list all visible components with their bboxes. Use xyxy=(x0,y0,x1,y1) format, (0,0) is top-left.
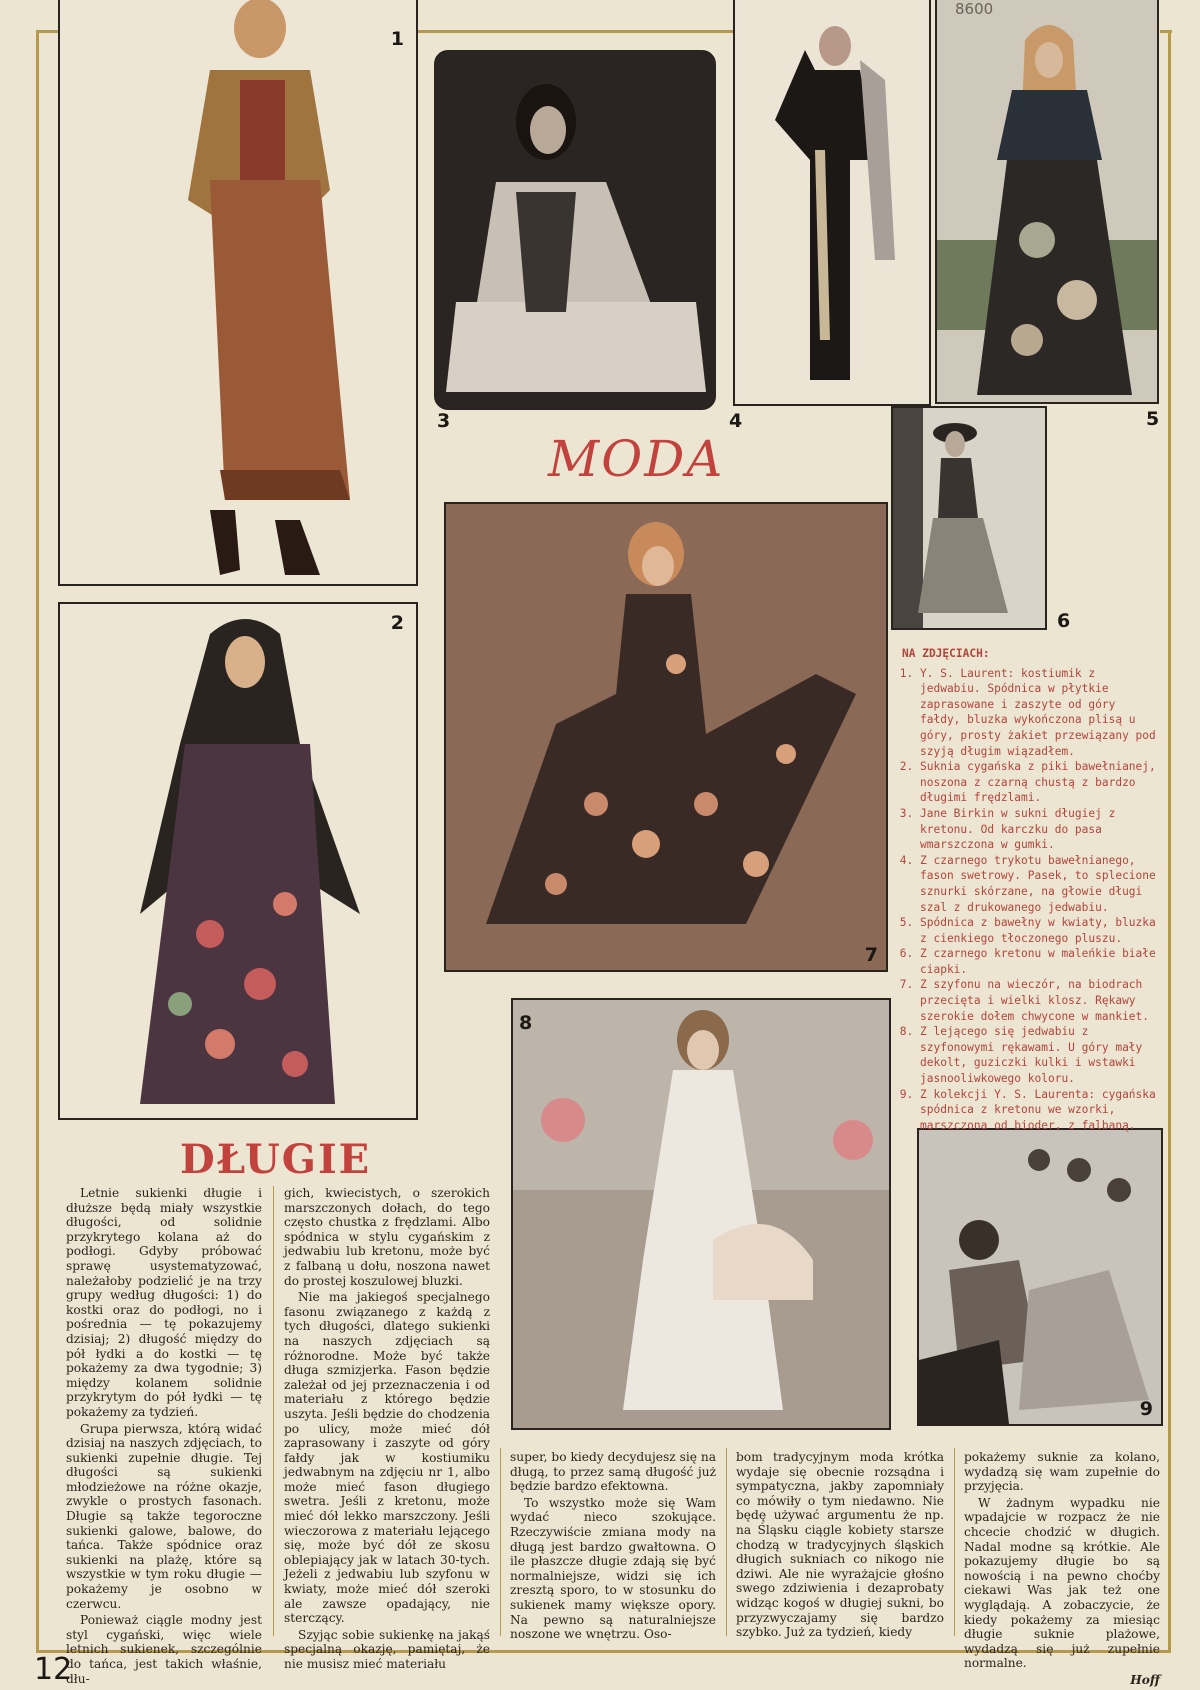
frame-left xyxy=(36,30,39,1652)
photo-2 xyxy=(58,602,418,1120)
paragraph: Ponieważ ciągle modny jest styl cygański, więc wiele letnich sukienek, szczególnie do tańca, jest takich właśnie, dłu- xyxy=(66,1613,262,1686)
paragraph: Grupa pierwsza, którą widać dzisiaj na naszych zdjęciach, to sukienki zupełnie długie. Tej długości są sukienki młodzieżowe na różne okazje, zwykle o prostych fasonach. Długie są także tegoroczne sukienki galowe, balowe, do tańca. Także spódnice oraz sukienki na plażę, które są wszystkie w tym roku długie — pokażemy je osobno w czerwcu. xyxy=(66,1421,262,1611)
column-divider xyxy=(726,1448,727,1636)
woman-street-figure xyxy=(893,408,1045,628)
photo-6-number: 6 xyxy=(1057,610,1071,632)
caption-item: 6. Z czarnego kretonu w maleńkie białe ciapki. xyxy=(920,946,1160,977)
paragraph: Szyjąc sobie sukienkę na jakąś specjalną okazję, pamiętaj, że nie musisz mieć materiału xyxy=(284,1627,490,1671)
paragraph: To wszystko może się Wam wydać nieco szokujące. Rzeczywiście zmiana mody na długą jest bardzo gwałtowna. O ile płaszcze długie zdają się być normalniejsze, widzi się ich zresztą sporo, to w stosunku do sukienek mamy większe opory. Na pewno są naturalniejsze noszone we wnętrzu. Oso- xyxy=(510,1495,716,1642)
frame-right xyxy=(1168,30,1171,1652)
woman-in-black-knit-figure xyxy=(735,0,929,404)
frame-top-right xyxy=(415,30,733,33)
frame-top-left xyxy=(36,30,60,33)
page-number: 12 xyxy=(34,1652,73,1687)
paragraph: gich, kwiecistych, o szerokich marszczonych dołach, do tego często chustka z frędzlami. Albo spódnica w stylu cygańskim z jedwabiu lub kretonu, może być z falbaną u dołu, noszona nawet do prostej koszulowej bluzki. xyxy=(284,1186,490,1288)
photo-captions xyxy=(902,646,1160,1133)
photo-8 xyxy=(511,998,891,1430)
dancing-crowd-figure xyxy=(919,1130,1161,1424)
seated-woman-figure xyxy=(436,52,714,408)
article-column-2 xyxy=(284,1186,490,1674)
paragraph: super, bo kiedy decydujesz się na długą, to przez samą długość już będzie bardzo efektowna. xyxy=(510,1450,716,1494)
photo-7 xyxy=(444,502,888,972)
caption-item: 3. Jane Birkin w sukni długiej z kretonu. Od karczku do pasa wmarszczona w gumki. xyxy=(920,806,1160,853)
caption-item: 5. Spódnica z bawełny w kwiaty, bluzka z cienkiego tłoczonego pluszu. xyxy=(920,915,1160,946)
photo-3 xyxy=(434,50,716,410)
paragraph: bom tradycyjnym moda krótka wydaje się obecnie rozsądna i sympatyczna, jakby zapomniały co mówiły o tym niedawno. Nie będę używać argumentu że np. na Śląsku ciągle kobiety starsze chodzą w tradycyjnych śląskich długich sukniach co nikogo nie dziwi. Ale nie wyrażajcie głośno swego zdziwienia i dezaprobaty widząc kogoś w długiej sukni, bo przyzwyczajamy się bardzo szybko. Już za tydzień, kiedy xyxy=(736,1450,944,1640)
photo-5-number: 5 xyxy=(1146,408,1160,430)
photo-4 xyxy=(733,0,931,406)
paragraph: W żadnym wypadku nie wpadajcie w rozpacz że nie chcecie chodzić w długich. Nadal modne są krótkie. Ale pokazujemy długie bo są nowością i na pewno choćby ciekawi Was jak też one wyglądają. A zobaczycie, że kiedy pokażemy za miesiąc długie suknie plażowe, wydadzą się już zupełnie normalne. xyxy=(964,1495,1160,1671)
article-column-3 xyxy=(510,1450,716,1644)
photo-7-number: 7 xyxy=(864,944,878,966)
photo-5 xyxy=(935,0,1159,404)
caption-item: 1. Y. S. Laurent: kostiumik z jedwabiu. Spódnica w płytkie zaprasowane i zaszyte od góry fałdy, bluzka wykończona plisą u góry, prosty żakiet przewiązany pod szyją długim wiązadłem. xyxy=(920,666,1160,760)
woman-chiffon-dress-figure xyxy=(446,504,886,970)
article-title: DŁUGIE xyxy=(180,1136,372,1183)
photo-9-number: 9 xyxy=(1139,1398,1153,1420)
photo-8-number: 8 xyxy=(519,1012,533,1034)
column-divider xyxy=(954,1448,955,1636)
sign-text: 8600 xyxy=(955,0,994,18)
column-divider xyxy=(273,1186,274,1636)
caption-item: 9. Z kolekcji Y. S. Laurenta: cygańska spódnica z kretonu we wzorki, marszczona od bioder, z falbaną. xyxy=(920,1087,1160,1134)
caption-item: 7. Z szyfonu na wieczór, na biodrach przecięta i wielki klosz. Rękawy szerokie dołem chwycone w mankiet. xyxy=(920,977,1160,1024)
caption-item: 2. Suknia cygańska z piki bawełnianej, noszona z czarną chustą z bardzo długimi frędzlami. xyxy=(920,759,1160,806)
photo-9 xyxy=(917,1128,1163,1426)
article-column-4 xyxy=(736,1450,944,1642)
woman-white-dress-figure xyxy=(513,1000,889,1428)
woman-floral-skirt-figure xyxy=(937,0,1157,402)
photo-4-number: 4 xyxy=(729,410,743,432)
woman-in-suit-figure xyxy=(60,0,416,584)
paragraph: Nie ma jakiegoś specjalnego fasonu związanego z każdą z tych długości, dlatego sukienki na naszych zdjęciach są różnorodne. Może być także długa szmizjerka. Fason będzie zależał od jej przeznaczenia i od materiału z którego będzie uszyta. Jeśli będzie do chodzenia po ulicy, może mieć dół zaprasowany i zaszyte od góry fałdy jak w kostiumiku jedwabnym na zdjęciu nr 1, albo może mieć fason długiego swetra. Jeśli z kretonu, może mieć dół lekko marszczony. Jeśli wieczorowa z materiału lejącego się, może być dół ze skosu oblepiający jak w latach 30-tych. Jeżeli z jedwabiu lub szyfonu w kwiaty, może mieć dół szeroki ale zawsze opadający, nie sterczący. xyxy=(284,1290,490,1626)
column-divider xyxy=(500,1448,501,1636)
article-column-5 xyxy=(964,1450,1160,1688)
author-signature: Hoff xyxy=(1130,1672,1160,1687)
photo-2-number: 2 xyxy=(390,612,404,634)
photo-3-number: 3 xyxy=(437,410,451,432)
captions-heading: NA ZDJĘCIACH: xyxy=(902,647,990,660)
photo-6 xyxy=(891,406,1047,630)
woman-in-gypsy-dress-figure xyxy=(60,604,416,1118)
captions-list xyxy=(902,666,1160,1134)
photo-1-number: 1 xyxy=(390,28,404,50)
section-title: MODA xyxy=(548,430,725,488)
paragraph: Letnie sukienki długie i dłuższe będą miały wszystkie długości, od solidnie przykrytego kolana aż do podłogi. Gdyby próbować sprawę usystematyzować, należałoby podzielić je na trzy grupy według długości: 1) do kostki oraz do podłogi, no i pośrednia — tę pokazujemy dzisiaj; 2) długość między do pół łydki a do kostki — tę pokażemy za dwa tygodnie; 3) między kolanem solidnie przykrytym do pół łydki — tę pokażemy za tydzień. xyxy=(66,1186,262,1419)
caption-item: 8. Z lejącego się jedwabiu z szyfonowymi rękawami. U góry mały dekolt, guziczki kulki i wstawki jasnooliwkowego koloru. xyxy=(920,1024,1160,1086)
article-column-1 xyxy=(66,1186,262,1688)
photo-1 xyxy=(58,0,418,586)
caption-item: 4. Z czarnego trykotu bawełnianego, fason swetrowy. Pasek, to splecione sznurki skórzane, na głowie długi szal z drukowanego jedwabiu. xyxy=(920,853,1160,915)
paragraph: pokażemy suknie za kolano, wydadzą się wam zupełnie do przyjęcia. xyxy=(964,1450,1160,1494)
